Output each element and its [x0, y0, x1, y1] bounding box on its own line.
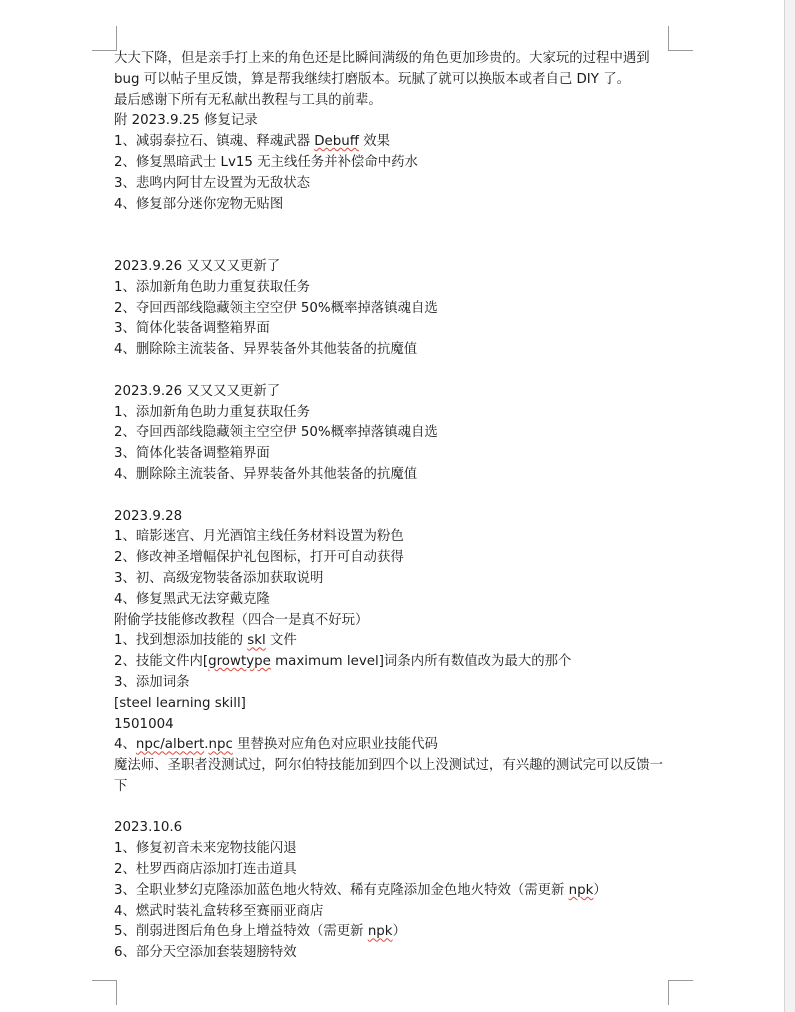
update-0926-a-item-3: 3、简体化装备调整箱界面 [114, 321, 270, 337]
update-1006-item-6: 6、部分天空添加套装翅膀特效 [114, 945, 297, 961]
intro-line-2: bug 可以帖子里反馈，算是帮我继续打磨版本。玩腻了就可以换版本或者自己 DIY 了。 [114, 71, 630, 87]
spellcheck-word-npc-albert: npc/albert [135, 737, 205, 753]
update-0926-a-item-1: 1、添加新角色助力重复获取任务 [114, 279, 310, 295]
vertical-scrollbar[interactable] [785, 0, 795, 1012]
update-0926-b-item-3: 3、简体化装备调整箱界面 [114, 446, 270, 462]
document-body[interactable] [114, 49, 674, 964]
update-1006-item-3 [114, 881, 674, 902]
update-1006-item-5-tail: ） [392, 924, 406, 940]
update-0926-b-title: 2023.9.26 又又又又更新了 [114, 383, 281, 399]
update-1006-item-1: 1、修复初音未来宠物技能闪退 [114, 841, 297, 857]
crop-mark-top-right [668, 26, 693, 51]
spellcheck-word-npk: npk [568, 882, 594, 898]
update-1006-item-2: 2、杜罗西商店添加打连击道具 [114, 862, 297, 878]
fix-0925-item-1-tail: 效果 [359, 134, 391, 150]
tutorial-title: 附偷学技能修改教程（四合一是真不好玩） [114, 612, 369, 628]
tutorial-step-4-text: 4、 [114, 737, 136, 753]
tutorial-step-1-tail: 文件 [265, 633, 297, 649]
blank-line [114, 361, 674, 382]
update-0926-a-title: 2023.9.26 又又又又更新了 [114, 258, 281, 274]
update-1006-item-3-text: 3、全职业梦幻克隆添加蓝色地火特效、稀有克隆添加金色地火特效（需更新 [114, 882, 569, 898]
blank-line [114, 236, 674, 257]
fix-0925-item-4: 4、修复部分迷你宠物无贴图 [114, 196, 284, 212]
tutorial-step-3: 3、添加词条 [114, 674, 190, 690]
update-0928-item-3: 3、初、高级宠物装备添加获取说明 [114, 570, 324, 586]
update-1006-item-4: 4、燃武时装礼盒转移至赛丽亚商店 [114, 903, 324, 919]
update-0926-b-item-4: 4、删除除主流装备、异界装备外其他装备的抗魔值 [114, 466, 418, 482]
tutorial-code-tag: [steel learning skill] [114, 695, 246, 711]
tutorial-code-value: 1501004 [114, 716, 174, 732]
update-0928-item-2: 2、修改神圣增幅保护礼包图标，打开可自动获得 [114, 550, 404, 566]
tutorial-note: 魔法师、圣职者没测试过，阿尔伯特技能加到四个以上没测试过，有兴趣的测试完可以反馈一下 [114, 758, 664, 794]
update-0926-a-item-2: 2、夺回西部线隐藏领主空空伊 50%概率掉落镇魂自选 [114, 300, 438, 316]
tutorial-step-4-dot: . [204, 737, 209, 753]
fix-0925-item-2: 2、修复黑暗武士 Lv15 无主线任务并补偿命中药水 [114, 154, 418, 170]
tutorial-step-2-text: 2、技能文件内[ [114, 654, 209, 670]
tutorial-step-1 [114, 631, 674, 652]
update-0926-b-item-1: 1、添加新角色助力重复获取任务 [114, 404, 310, 420]
blank-line [114, 215, 674, 236]
intro-line-1: 大大下降，但是亲手打上来的角色还是比瞬间满级的角色更加珍贵的。大家玩的过程中遇到 [114, 51, 650, 66]
update-1006-item-5-text: 5、削弱进图后角色身上增益特效（需更新 [114, 924, 368, 940]
crop-mark-bottom-right [668, 980, 693, 1005]
tutorial-step-2 [114, 652, 674, 673]
update-1006-item-3-tail: ） [593, 882, 607, 898]
update-1006-item-5 [114, 922, 674, 943]
spellcheck-word-skl: skl [247, 633, 266, 649]
update-0926-b-item-2: 2、夺回西部线隐藏领主空空伊 50%概率掉落镇魂自选 [114, 425, 438, 441]
tutorial-step-4-tail: 里替换对应角色对应职业技能代码 [232, 737, 438, 753]
crop-mark-top-left [92, 26, 117, 51]
fix-log-title: 附 2023.9.25 修复记录 [114, 113, 258, 129]
crop-mark-bottom-left [92, 980, 117, 1005]
tutorial-step-4 [114, 735, 674, 756]
tutorial-step-2-tail: maximum level]词条内所有数值改为最大的那个 [270, 654, 572, 670]
blank-line [114, 798, 674, 819]
update-0928-item-1: 1、暗影迷宫、月光酒馆主线任务材料设置为粉色 [114, 529, 404, 545]
intro-line-3: 最后感谢下所有无私献出教程与工具的前辈。 [114, 92, 382, 108]
spellcheck-word-npc: npc [208, 737, 233, 753]
blank-line [114, 486, 674, 507]
spellcheck-word-debuff: Debuff [314, 134, 360, 150]
fix-0925-item-1 [114, 132, 674, 153]
fix-0925-item-1-text: 1、减弱泰拉石、镇魂、释魂武器 [114, 134, 315, 150]
spellcheck-word-growtype: growtype [208, 654, 271, 670]
tutorial-step-1-text: 1、找到想添加技能的 [114, 633, 248, 649]
update-0928-title: 2023.9.28 [114, 508, 183, 524]
spellcheck-word-npk: npk [367, 924, 393, 940]
update-0928-item-4: 4、修复黑武无法穿戴克隆 [114, 591, 270, 607]
update-0926-a-item-4: 4、删除除主流装备、异界装备外其他装备的抗魔值 [114, 342, 418, 358]
update-1006-title: 2023.10.6 [114, 820, 183, 836]
fix-0925-item-3: 3、悲鸣内阿甘左设置为无敌状态 [114, 175, 310, 191]
